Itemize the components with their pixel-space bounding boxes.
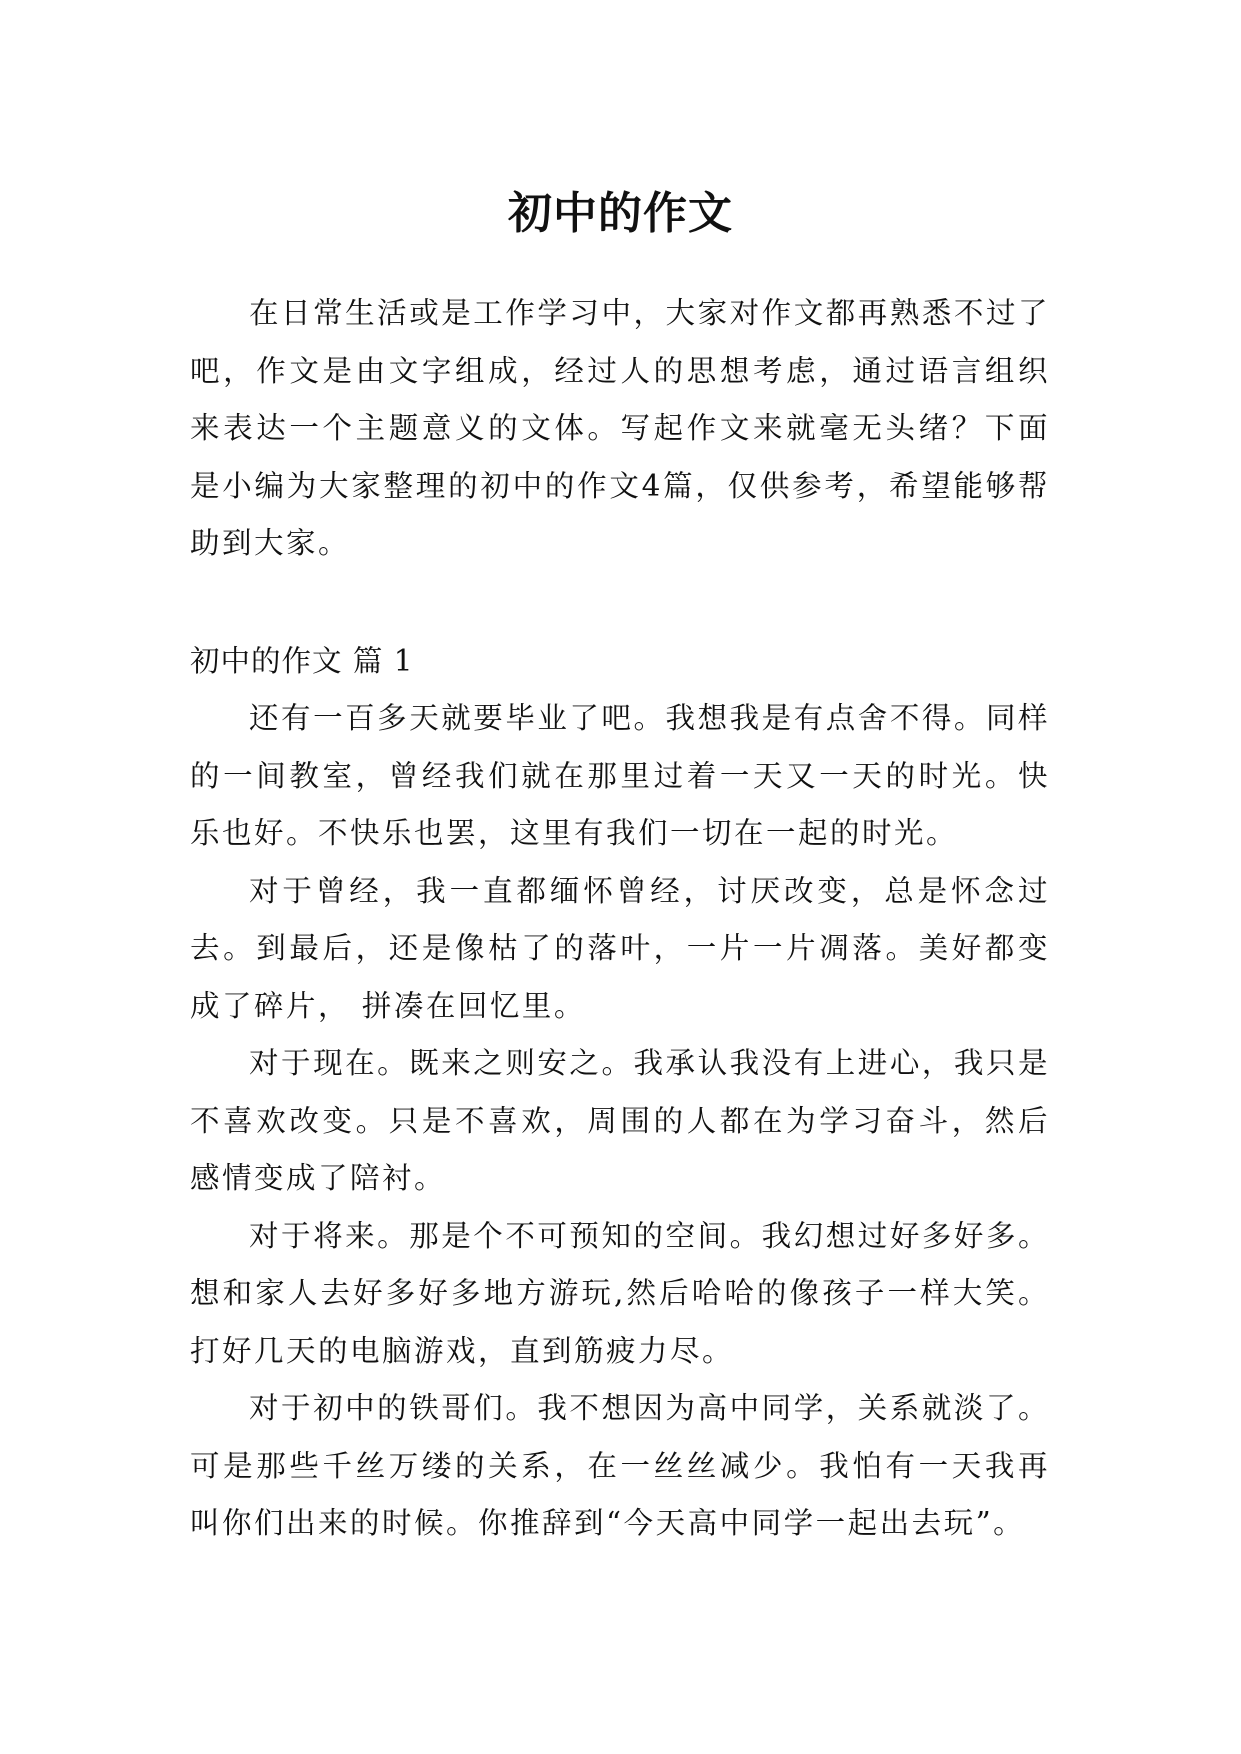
body-paragraph-2: 对于曾经，我一直都缅怀曾经，讨厌改变，总是怀念过去。到最后，还是像枯了的落叶，一片一片凋落。美好都变成了碎片， 拼凑在回忆里。 [190,873,1050,1023]
body-paragraph-4: 对于将来。那是个不可预知的空间。我幻想过好多好多。想和家人去好多好多地方游玩,然后哈哈的像孩子一样大笑。打好几天的电脑游戏，直到筋疲力尽。 [190,1218,1050,1368]
body-paragraph-1: 还有一百多天就要毕业了吧。我想我是有点舍不得。同样的一间教室，曾经我们就在那里过着一天又一天的时光。快乐也好。不快乐也罢，这里有我们一切在一起的时光。 [190,701,1050,850]
section-heading: 初中的作文 篇 1 [190,643,414,678]
intro-paragraph: 在日常生活或是工作学习中，大家对作文都再熟悉不过了吧，作文是由文字组成，经过人的思想考虑，通过语言组织来表达一个主题意义的文体。写起作文来就毫无头绪？下面是小编为大家整理的初中的作文4篇，仅供参考，希望能够帮助到大家。 [190,296,1050,560]
body-paragraph-3: 对于现在。既来之则安之。我承认我没有上进心，我只是不喜欢改变。只是不喜欢，周围的人都在为学习奋斗，然后感情变成了陪衬。 [190,1046,1050,1195]
document-body [190,285,1050,1553]
body-paragraph-5: 对于初中的铁哥们。我不想因为高中同学，关系就淡了。可是那些千丝万缕的关系，在一丝丝减少。我怕有一天我再叫你们出来的时候。你推辞到“今天高中同学一起出去玩”。 [190,1391,1050,1540]
document-title: 初中的作文 [508,188,733,240]
